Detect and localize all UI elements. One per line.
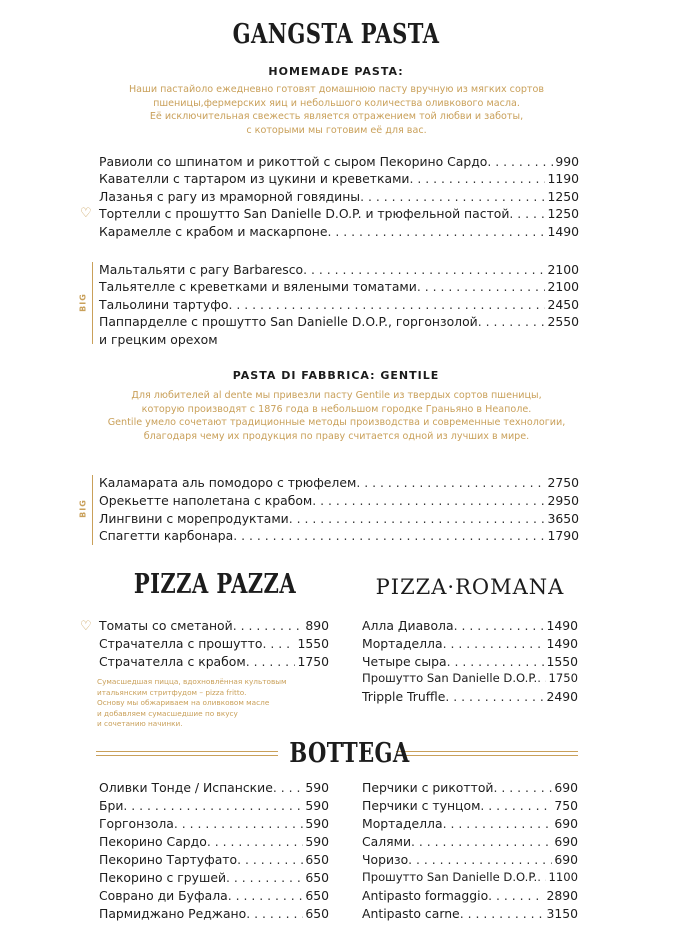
big-bracket [92,262,93,344]
menu-item: Томаты со сметаной . . . 890 [99,617,329,634]
menu-item: Паппарделле с прошутто San Danielle D.O.P., горгонзолой . . . 2550 [99,313,579,330]
menu-item: Карамелле с крабом и маскарпоне . . . 1490 [99,223,579,240]
menu-item: Пекорино Тартуфато . . . 650 [99,851,329,868]
divider-line [96,755,278,756]
menu-item: Алла Диавола . . . 1490 [362,617,578,634]
menu-item: Горгонзола . . . 590 [99,815,329,832]
menu-item: Тальолини тартуфо . . . 2450 [99,296,579,313]
menu-item: Мальтальяти с рагу Barbaresco . . . 2100 [99,261,579,278]
menu-item: Страчателла с прошутто . . . 1550 [99,635,329,652]
divider-line [396,751,578,752]
menu-item: Прошутто San Danielle D.O.P. . . . 1100 [362,869,578,886]
menu-item: Орекьетте наполетана с крабом . . . 2950 [99,492,579,509]
menu-item: Чоризо . . . 690 [362,851,578,868]
menu-item: Каламарата аль помодоро с трюфелем . . . 2750 [99,474,579,491]
menu-item: Салями . . . 690 [362,833,578,850]
divider-line [96,751,278,752]
menu-item: Бри . . . 590 [99,797,329,814]
big-label: BIG [78,293,88,312]
menu-item: Antipasto formaggio . . . 2890 [362,887,578,904]
fabbrica-heading: PASTA DI FABBRICA: GENTILE [232,369,440,382]
heart-icon: ♡ [80,619,92,634]
section-title-pizza-romana: PIZZA·ROMANA [375,575,565,599]
menu-item: Пекорино с грушей . . . 650 [99,869,329,886]
menu-item: Равиоли со шпинатом и рикоттой с сыром Пекорино Сардо . . . 990 [99,153,579,170]
menu-item: Прошутто San Danielle D.O.P. . . . 1750 [362,670,578,687]
menu-item: Кавателли с тартаром из цукини и креветками . . . 1190 [99,170,579,187]
big-label: BIG [78,499,88,518]
menu-item: Тортелли с прошутто San Danielle D.O.P. и трюфельной пастой . . . 1250 [99,205,579,222]
section-title-bottega: BOTTEGA [289,738,410,769]
menu-item: Мортаделла . . . 1490 [362,635,578,652]
menu-item: Тальятелле с креветками и вялеными томатами . . . 2100 [99,278,579,295]
menu-item: Лазанья с рагу из мраморной говядины . . . 1250 [99,188,579,205]
fabbrica-description: Для любителей al dente мы привезли пасту Gentile из твердых сортов пшеницы, которую производят с 1876 года в небольшом городке Граньяно в Неаполе. Gentile умело сочетают традиционные методы производства и современные технологии, благодаря чему их продукция по праву считается одной из лучших в мире. [107,390,566,442]
menu-item: Перчики с рикоттой . . . 690 [362,779,578,796]
section-title-gangsta-pasta: GANGSTA PASTA [232,19,440,50]
menu-item: Перчики с тунцом . . . 750 [362,797,578,814]
big-bracket [92,475,93,545]
menu-item-continuation: и грецким орехом [99,332,218,347]
menu-item: Оливки Тонде / Испанские . . . 590 [99,779,329,796]
menu-item: Пармиджано Реджано . . . 650 [99,905,329,922]
homemade-pasta-heading: HOMEMADE PASTA: [268,65,404,78]
divider-line [396,755,578,756]
menu-item: Мортаделла . . . 690 [362,815,578,832]
menu-item: Страчателла с крабом . . . 1750 [99,653,329,670]
menu-item: Соврано ди Буфала . . . 650 [99,887,329,904]
menu-item: Лингвини с морепродуктами . . . 3650 [99,510,579,527]
homemade-pasta-description: Наши пастайоло ежедневно готовят домашнюю пасту вручную из мягких сортов пшеницы,фермерских яиц и небольшого количества оливкового масла. Её исключительная свежесть является отражением той любви и заботы, с которыми мы готовим её для вас. [128,84,545,136]
pizza-pazza-description: Сумасшедшая пицца, вдохновлённая культовым итальянским стритфудом – pizza fritto. Основу мы обжариваем на оливковом масле и добавляем сумасшедшие по вкусу и сочетанию начинки. [97,677,287,728]
heart-icon: ♡ [80,206,92,221]
menu-item: Спагетти карбонара . . . 1790 [99,527,579,544]
menu-item: Четыре сыра . . . 1550 [362,653,578,670]
menu-item: Tripple Truffle . . . 2490 [362,688,578,705]
menu-item: Antipasto carne . . . 3150 [362,905,578,922]
menu-item: Пекорино Сардо . . . 590 [99,833,329,850]
section-title-pizza-pazza: PIZZA PAZZA [133,569,297,600]
